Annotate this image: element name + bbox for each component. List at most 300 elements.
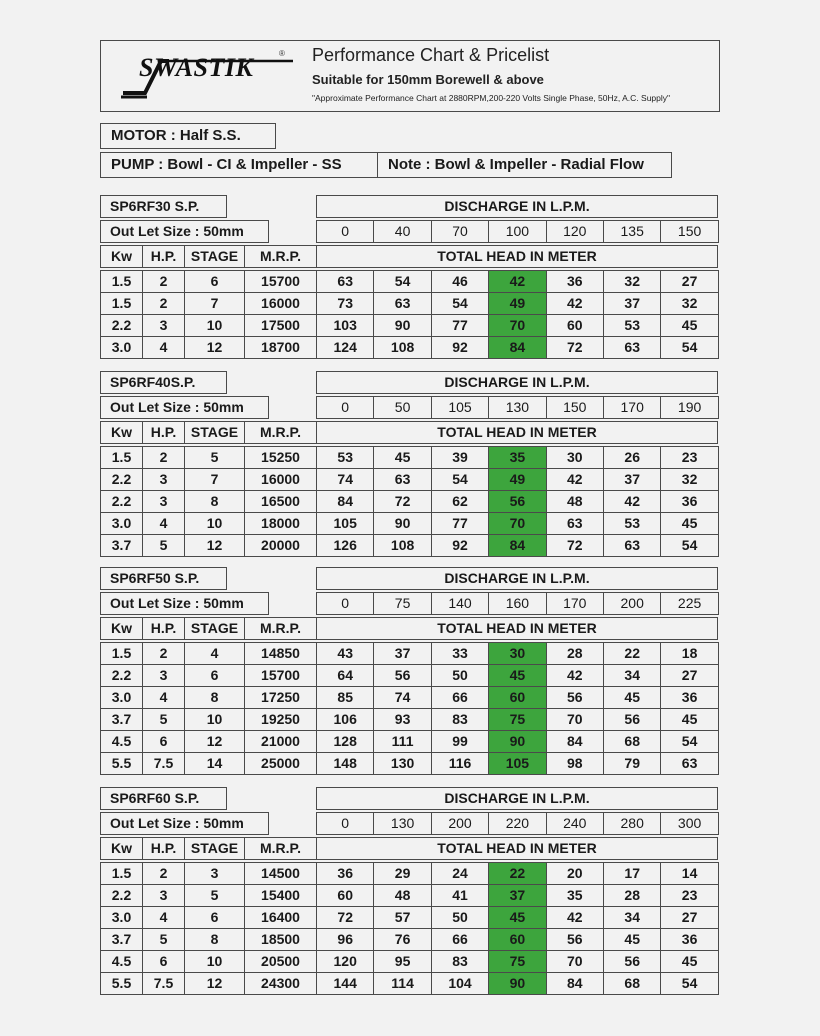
head-cell: 42 [488,270,546,293]
supply-note: "Approximate Performance Chart at 2880RPM,200-220 Volts Single Phase, 50Hz, A.C. Supply" [312,93,671,103]
head-cell: 56 [546,686,604,709]
head-cell: 45 [373,446,431,469]
outlet-size: Out Let Size : 50mm [100,592,269,615]
head-cell: 116 [431,752,489,775]
head-cell: 53 [316,446,374,469]
head-cell: 54 [660,972,718,995]
hp-cell: 6 [142,730,185,753]
discharge-value: 220 [488,812,546,835]
discharge-value: 75 [373,592,431,615]
kw-header: Kw [100,617,143,640]
discharge-value: 150 [660,220,718,243]
head-cell: 120 [316,950,374,973]
hp-cell: 3 [142,884,185,907]
head-cell: 46 [431,270,489,293]
discharge-value: 130 [373,812,431,835]
head-cell: 72 [316,906,374,929]
mrp-cell: 17500 [244,314,317,337]
head-cell: 96 [316,928,374,951]
discharge-value: 190 [660,396,718,419]
stage-cell: 8 [184,490,245,513]
mrp-cell: 15700 [244,270,317,293]
hp-cell: 4 [142,336,185,359]
head-cell: 45 [603,686,661,709]
mrp-cell: 16400 [244,906,317,929]
total-head-header: TOTAL HEAD IN METER [316,421,718,444]
kw-cell: 3.0 [100,686,143,709]
head-cell: 76 [373,928,431,951]
model-name: SP6RF60 S.P. [100,787,227,810]
mrp-cell: 25000 [244,752,317,775]
stage-cell: 7 [184,468,245,491]
head-cell: 28 [546,642,604,665]
head-cell: 90 [373,314,431,337]
stage-cell: 6 [184,664,245,687]
header-box [100,40,720,112]
head-cell: 68 [603,730,661,753]
kw-cell: 2.2 [100,314,143,337]
head-cell: 56 [603,950,661,973]
model-name: SP6RF40S.P. [100,371,227,394]
head-cell: 42 [546,906,604,929]
stage-cell: 7 [184,292,245,315]
head-cell: 35 [488,446,546,469]
mrp-cell: 16000 [244,468,317,491]
head-cell: 28 [603,884,661,907]
discharge-value: 0 [316,592,374,615]
discharge-value: 280 [603,812,661,835]
head-cell: 98 [546,752,604,775]
stage-cell: 12 [184,534,245,557]
head-cell: 84 [488,534,546,557]
head-cell: 29 [373,862,431,885]
mrp-cell: 18000 [244,512,317,535]
stage-cell: 5 [184,884,245,907]
mrp-cell: 20000 [244,534,317,557]
discharge-value: 225 [660,592,718,615]
mrp-cell: 15700 [244,664,317,687]
head-cell: 74 [373,686,431,709]
brand-name: SWASTIK [139,53,254,82]
head-cell: 53 [603,314,661,337]
stage-cell: 6 [184,906,245,929]
mrp-cell: 16500 [244,490,317,513]
head-cell: 48 [546,490,604,513]
discharge-value: 170 [603,396,661,419]
head-cell: 54 [373,270,431,293]
head-cell: 37 [603,292,661,315]
head-cell: 42 [546,664,604,687]
head-cell: 128 [316,730,374,753]
hp-cell: 2 [142,292,185,315]
head-cell: 39 [431,446,489,469]
head-cell: 37 [603,468,661,491]
head-cell: 70 [488,314,546,337]
head-cell: 27 [660,664,718,687]
head-cell: 105 [316,512,374,535]
total-head-header: TOTAL HEAD IN METER [316,245,718,268]
discharge-value: 150 [546,396,604,419]
mrp-cell: 14850 [244,642,317,665]
head-cell: 95 [373,950,431,973]
head-cell: 90 [373,512,431,535]
head-cell: 72 [373,490,431,513]
head-cell: 36 [660,686,718,709]
discharge-header: DISCHARGE IN L.P.M. [316,195,718,218]
hp-cell: 4 [142,686,185,709]
stage-cell: 8 [184,686,245,709]
kw-header: Kw [100,837,143,860]
pump-spec: PUMP : Bowl - CI & Impeller - SS [100,152,378,178]
stage-cell: 10 [184,708,245,731]
hp-cell: 3 [142,314,185,337]
head-cell: 42 [603,490,661,513]
stage-header: STAGE [184,245,245,268]
head-cell: 60 [488,928,546,951]
head-cell: 32 [660,468,718,491]
head-cell: 36 [660,928,718,951]
stage-cell: 12 [184,336,245,359]
head-cell: 49 [488,292,546,315]
discharge-value: 300 [660,812,718,835]
head-cell: 27 [660,270,718,293]
head-cell: 37 [488,884,546,907]
head-cell: 60 [546,314,604,337]
kw-cell: 4.5 [100,950,143,973]
head-cell: 70 [488,512,546,535]
hp-header: H.P. [142,617,185,640]
kw-cell: 1.5 [100,270,143,293]
hp-cell: 5 [142,708,185,731]
head-cell: 106 [316,708,374,731]
head-cell: 33 [431,642,489,665]
head-cell: 92 [431,534,489,557]
kw-cell: 3.7 [100,928,143,951]
stage-cell: 10 [184,950,245,973]
head-cell: 63 [546,512,604,535]
kw-cell: 3.0 [100,906,143,929]
hp-cell: 5 [142,534,185,557]
mrp-cell: 19250 [244,708,317,731]
stage-header: STAGE [184,421,245,444]
head-cell: 26 [603,446,661,469]
discharge-value: 130 [488,396,546,419]
discharge-value: 160 [488,592,546,615]
hp-cell: 3 [142,664,185,687]
head-cell: 20 [546,862,604,885]
page-title: Performance Chart & Pricelist [312,45,550,65]
stage-cell: 14 [184,752,245,775]
head-cell: 79 [603,752,661,775]
motor-spec: MOTOR : Half S.S. [100,123,276,149]
head-cell: 111 [373,730,431,753]
head-cell: 54 [431,292,489,315]
head-cell: 24 [431,862,489,885]
kw-cell: 3.0 [100,512,143,535]
hp-cell: 4 [142,906,185,929]
kw-cell: 1.5 [100,446,143,469]
head-cell: 83 [431,708,489,731]
head-cell: 63 [603,534,661,557]
head-cell: 56 [488,490,546,513]
head-cell: 63 [373,468,431,491]
head-cell: 62 [431,490,489,513]
head-cell: 75 [488,950,546,973]
mrp-cell: 14500 [244,862,317,885]
head-cell: 30 [546,446,604,469]
stage-cell: 6 [184,270,245,293]
head-cell: 70 [546,708,604,731]
head-cell: 144 [316,972,374,995]
head-cell: 60 [316,884,374,907]
hp-cell: 2 [142,862,185,885]
head-cell: 63 [603,336,661,359]
head-cell: 45 [603,928,661,951]
head-cell: 72 [546,534,604,557]
discharge-value: 140 [431,592,489,615]
head-cell: 48 [373,884,431,907]
discharge-value: 170 [546,592,604,615]
kw-cell: 1.5 [100,292,143,315]
head-cell: 63 [660,752,718,775]
kw-cell: 3.0 [100,336,143,359]
head-cell: 32 [660,292,718,315]
head-cell: 45 [660,950,718,973]
head-cell: 104 [431,972,489,995]
hp-cell: 7.5 [142,972,185,995]
head-cell: 85 [316,686,374,709]
head-cell: 36 [316,862,374,885]
head-cell: 49 [488,468,546,491]
head-cell: 36 [546,270,604,293]
head-cell: 22 [488,862,546,885]
hp-cell: 3 [142,490,185,513]
model-name: SP6RF50 S.P. [100,567,227,590]
head-cell: 30 [488,642,546,665]
total-head-header: TOTAL HEAD IN METER [316,617,718,640]
discharge-value: 0 [316,220,374,243]
head-cell: 74 [316,468,374,491]
head-cell: 50 [431,906,489,929]
head-cell: 34 [603,664,661,687]
mrp-cell: 21000 [244,730,317,753]
head-cell: 17 [603,862,661,885]
mrp-cell: 18500 [244,928,317,951]
kw-cell: 2.2 [100,884,143,907]
head-cell: 60 [488,686,546,709]
head-cell: 27 [660,906,718,929]
head-cell: 34 [603,906,661,929]
head-cell: 73 [316,292,374,315]
head-cell: 18 [660,642,718,665]
mrp-header: M.R.P. [244,837,317,860]
discharge-header: DISCHARGE IN L.P.M. [316,567,718,590]
head-cell: 148 [316,752,374,775]
head-cell: 56 [546,928,604,951]
head-cell: 84 [546,972,604,995]
discharge-value: 0 [316,396,374,419]
construction-note: Note : Bowl & Impeller - Radial Flow [377,152,672,178]
head-cell: 83 [431,950,489,973]
mrp-cell: 17250 [244,686,317,709]
head-cell: 126 [316,534,374,557]
head-cell: 114 [373,972,431,995]
head-cell: 56 [603,708,661,731]
kw-cell: 2.2 [100,490,143,513]
head-cell: 45 [660,708,718,731]
discharge-value: 105 [431,396,489,419]
kw-cell: 1.5 [100,642,143,665]
stage-cell: 5 [184,446,245,469]
discharge-value: 0 [316,812,374,835]
head-cell: 45 [660,512,718,535]
head-cell: 66 [431,686,489,709]
head-cell: 54 [660,534,718,557]
discharge-header: DISCHARGE IN L.P.M. [316,787,718,810]
kw-cell: 2.2 [100,664,143,687]
outlet-size: Out Let Size : 50mm [100,812,269,835]
hp-cell: 3 [142,468,185,491]
head-cell: 37 [373,642,431,665]
head-cell: 50 [431,664,489,687]
kw-cell: 3.7 [100,708,143,731]
stage-cell: 3 [184,862,245,885]
hp-header: H.P. [142,245,185,268]
head-cell: 56 [373,664,431,687]
kw-cell: 5.5 [100,752,143,775]
head-cell: 53 [603,512,661,535]
discharge-value: 200 [603,592,661,615]
discharge-value: 50 [373,396,431,419]
mrp-cell: 15400 [244,884,317,907]
head-cell: 23 [660,446,718,469]
kw-cell: 2.2 [100,468,143,491]
head-cell: 84 [316,490,374,513]
head-cell: 45 [488,664,546,687]
discharge-value: 40 [373,220,431,243]
head-cell: 72 [546,336,604,359]
head-cell: 90 [488,972,546,995]
head-cell: 45 [488,906,546,929]
mrp-cell: 24300 [244,972,317,995]
stage-cell: 12 [184,972,245,995]
stage-cell: 10 [184,314,245,337]
head-cell: 41 [431,884,489,907]
discharge-value: 70 [431,220,489,243]
hp-header: H.P. [142,421,185,444]
head-cell: 108 [373,534,431,557]
hp-cell: 6 [142,950,185,973]
stage-cell: 4 [184,642,245,665]
stage-header: STAGE [184,617,245,640]
head-cell: 105 [488,752,546,775]
kw-cell: 1.5 [100,862,143,885]
head-cell: 108 [373,336,431,359]
head-cell: 57 [373,906,431,929]
head-cell: 63 [316,270,374,293]
head-cell: 103 [316,314,374,337]
head-cell: 63 [373,292,431,315]
discharge-value: 200 [431,812,489,835]
mrp-cell: 18700 [244,336,317,359]
hp-cell: 2 [142,270,185,293]
discharge-value: 120 [546,220,604,243]
mrp-header: M.R.P. [244,617,317,640]
mrp-cell: 16000 [244,292,317,315]
hp-cell: 4 [142,512,185,535]
head-cell: 42 [546,292,604,315]
stage-cell: 12 [184,730,245,753]
stage-header: STAGE [184,837,245,860]
registered-mark: ® [279,49,285,58]
mrp-header: M.R.P. [244,421,317,444]
head-cell: 99 [431,730,489,753]
outlet-size: Out Let Size : 50mm [100,396,269,419]
hp-header: H.P. [142,837,185,860]
kw-header: Kw [100,421,143,444]
stage-cell: 8 [184,928,245,951]
head-cell: 42 [546,468,604,491]
hp-cell: 2 [142,446,185,469]
head-cell: 70 [546,950,604,973]
outlet-size: Out Let Size : 50mm [100,220,269,243]
mrp-cell: 20500 [244,950,317,973]
head-cell: 22 [603,642,661,665]
head-cell: 130 [373,752,431,775]
head-cell: 92 [431,336,489,359]
kw-cell: 4.5 [100,730,143,753]
hp-cell: 7.5 [142,752,185,775]
head-cell: 84 [488,336,546,359]
head-cell: 32 [603,270,661,293]
mrp-header: M.R.P. [244,245,317,268]
head-cell: 35 [546,884,604,907]
kw-cell: 3.7 [100,534,143,557]
discharge-header: DISCHARGE IN L.P.M. [316,371,718,394]
head-cell: 66 [431,928,489,951]
page-subtitle: Suitable for 150mm Borewell & above [312,72,544,87]
head-cell: 54 [660,336,718,359]
total-head-header: TOTAL HEAD IN METER [316,837,718,860]
kw-header: Kw [100,245,143,268]
hp-cell: 2 [142,642,185,665]
head-cell: 64 [316,664,374,687]
head-cell: 75 [488,708,546,731]
head-cell: 90 [488,730,546,753]
head-cell: 77 [431,512,489,535]
head-cell: 84 [546,730,604,753]
mrp-cell: 15250 [244,446,317,469]
stage-cell: 10 [184,512,245,535]
discharge-value: 240 [546,812,604,835]
kw-cell: 5.5 [100,972,143,995]
head-cell: 43 [316,642,374,665]
discharge-value: 135 [603,220,661,243]
head-cell: 77 [431,314,489,337]
head-cell: 45 [660,314,718,337]
head-cell: 93 [373,708,431,731]
head-cell: 23 [660,884,718,907]
head-cell: 36 [660,490,718,513]
head-cell: 14 [660,862,718,885]
model-name: SP6RF30 S.P. [100,195,227,218]
head-cell: 54 [660,730,718,753]
hp-cell: 5 [142,928,185,951]
discharge-value: 100 [488,220,546,243]
head-cell: 68 [603,972,661,995]
head-cell: 124 [316,336,374,359]
head-cell: 54 [431,468,489,491]
